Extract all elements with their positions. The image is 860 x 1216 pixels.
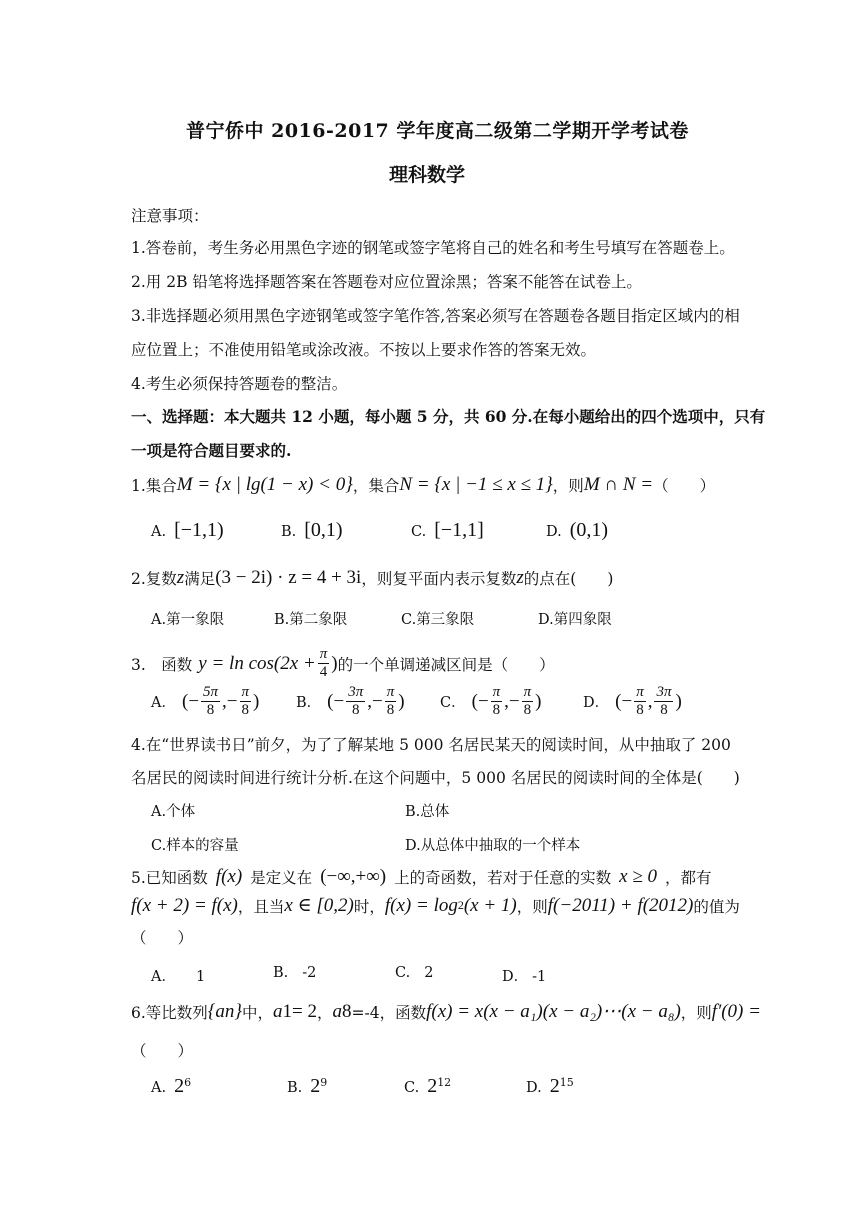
q6-option-d: D. $2^{15}$: [526, 1075, 574, 1097]
q4-option-d: D.从总体中抽取的一个样本: [405, 838, 581, 854]
q4-option-c: C.样本的容量: [151, 838, 239, 854]
q6-option-b: B. $2^9$: [287, 1075, 328, 1097]
q2-equation: (3 − 2i) · z = 4 + 3i: [215, 567, 362, 588]
q3-paren: ): [331, 652, 338, 674]
q5-option-b: B. -2: [273, 965, 317, 981]
q6-paren: （ ）: [131, 1042, 194, 1060]
question-6: 6.等比数列 {a n } 中， a 1 = 2 ， a 8 =-4，函数 f(x) = x(x − a₁)(x − a₂)⋯(x − a₈) ，则 f′(0) =: [131, 1000, 761, 1022]
q5-option-c: C. 2: [395, 965, 434, 981]
question-4: 4.在“世界读书日”前夕，为了了解某地 5 000 名居民某天的阅读时间，从中抽取了 200: [131, 736, 731, 754]
q1-paren: （ ）: [653, 477, 716, 495]
q5-option-a: A． 1: [151, 969, 206, 985]
q1-option-d: D. (0,1): [546, 519, 609, 541]
section-heading: 一、选择题：本大题共 12 小题，每小题 5 分，共 60 分.在每小题给出的四个选项中，只有: [131, 407, 766, 426]
exam-title: 普宁侨中 2016-2017 学年度高二级第二学期开学考试卷: [186, 120, 689, 142]
q2-option-c: C.第三象限: [401, 612, 475, 628]
q2-option-d: D.第四象限: [538, 612, 612, 628]
note-item: 2.用 2B 铅笔将选择题答案在答题卷对应位置涂黑；答案不能答在试卷上。: [131, 273, 642, 291]
notes-heading: 注意事项：: [131, 207, 209, 225]
section-heading-cont: 一项是符合题目要求的.: [131, 441, 292, 460]
q3-option-c: C． ( − $\frac{\pi}{8}$ , − $\frac{\pi}{8}$ ): [440, 684, 542, 718]
q2-text: ，则复平面内表示复数: [361, 570, 517, 588]
q2-option-b: B.第二象限: [274, 612, 348, 628]
q1-mid: ，集合: [352, 477, 400, 495]
q5-paren: （ ）: [131, 929, 194, 947]
question-3: [131, 646, 555, 681]
exam-subtitle: 理科数学: [389, 164, 466, 186]
q2-text: 的点在( ): [523, 570, 614, 588]
question-5-cont: f(x + 2) = f(x) ，且当 x ∈ [0,2) 时， f(x) = log 2 (x + 1) ，则 f(−2011) + f(2012) 的值为: [131, 894, 740, 916]
q3-num: 3. 函数: [131, 655, 193, 674]
note-item: 3.非选择题必须用黑色字迹钢笔或签字笔作答,答案必须写在答题卷各题目指定区域内的相: [131, 307, 740, 325]
question-1: [131, 474, 715, 496]
q1-expr: M ∩ N =: [583, 474, 654, 495]
q3-option-b: B． ( − $\frac{3\pi}{8}$ , − $\frac{\pi}{8}$ ): [296, 684, 405, 718]
q1-set-n: N = {x | −1 ≤ x ≤ 1}: [399, 474, 553, 495]
q2-text: 2.复数: [131, 570, 177, 588]
q5-option-d: D． -1: [502, 969, 547, 985]
q1-option-a: A. [−1,1): [151, 519, 224, 541]
q1-then: ，则: [552, 477, 584, 495]
q2-var: z: [516, 567, 524, 588]
q2-var: z: [176, 567, 185, 588]
q1-option-c: C. [−1,1]: [411, 519, 484, 541]
question-2: [131, 567, 613, 589]
q2-text: 满足: [184, 570, 216, 588]
note-item: 1.答卷前，考生务必用黑色字迹的钢笔或签字笔将自己的姓名和考生号填写在答题卷上。: [131, 239, 735, 257]
q6-option-a: A. $2^6$: [151, 1075, 192, 1097]
q3-frac: $\frac{\pi}{4}$: [319, 646, 328, 680]
question-4-cont: 名居民的阅读时间进行统计分析.在这个问题中，5 000 名居民的阅读时间的全体是( ): [131, 769, 740, 787]
q2-option-a: A.第一象限: [151, 612, 225, 628]
note-item: 应位置上；不准使用铅笔或涂改液。不按以上要求作答的答案无效。: [131, 341, 597, 359]
note-item: 4.考生必须保持答题卷的整洁。: [131, 375, 348, 393]
q1-option-b: B. [0,1): [281, 519, 343, 541]
q3-option-a: A． ( − $\frac{5\pi}{8}$ , − $\frac{\pi}{8}$ ): [151, 684, 260, 718]
question-5: 5.已知函数 f(x) 是定义在 (−∞,+∞) 上的奇函数，若对于任意的实数 x ≥ 0 ，都有: [131, 866, 712, 887]
q1-set-m: M = {x | lg(1 − x) < 0}: [176, 474, 353, 495]
q1-num: 1.集合: [131, 477, 177, 495]
q4-option-b: B.总体: [405, 804, 450, 820]
q3-text: 的一个单调递减区间是（ ）: [337, 655, 555, 674]
q6-option-c: C. $2^{12}$: [404, 1075, 452, 1097]
q3-function: y = ln cos(2x +: [198, 652, 316, 674]
q4-option-a: A.个体: [151, 804, 196, 820]
q3-option-d: D． ( − $\frac{\pi}{8}$ , $\frac{3\pi}{8}$ ): [583, 684, 682, 718]
